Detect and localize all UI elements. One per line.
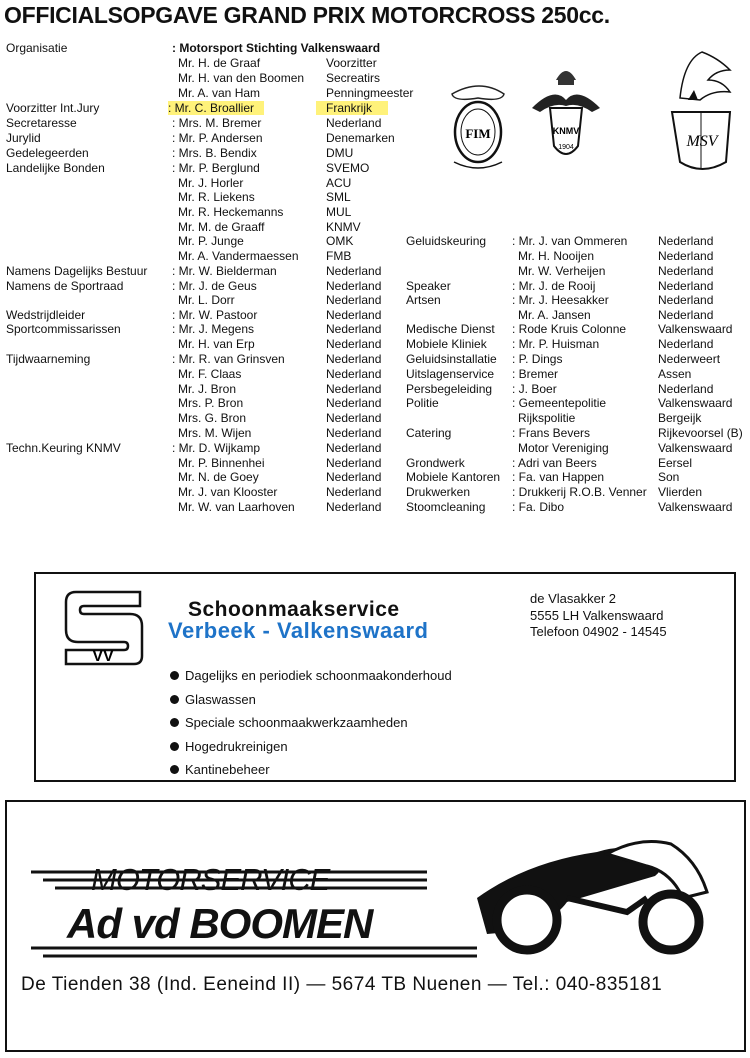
official-name: : Fa. van Happen bbox=[512, 470, 605, 484]
highlight: : Mr. C. Broallier bbox=[168, 101, 264, 115]
role-label: Organisatie bbox=[6, 41, 68, 55]
bullet-icon bbox=[170, 695, 179, 704]
official-detail: Nederland bbox=[326, 308, 382, 322]
official-name: Mr. P. Binnenhei bbox=[178, 456, 265, 470]
official-place: Valkenswaard bbox=[658, 500, 733, 514]
official-name: Mr. H. Nooijen bbox=[518, 249, 595, 263]
official-name: : Bremer bbox=[512, 367, 559, 381]
official-name: : Mrs. M. Bremer bbox=[172, 116, 262, 130]
official-detail: Nederland bbox=[326, 456, 382, 470]
official-name: Mr. F. Claas bbox=[178, 367, 242, 381]
role-label: Artsen bbox=[406, 293, 441, 307]
service-item: Kantinebeheer bbox=[170, 758, 452, 782]
role-label: Catering bbox=[406, 426, 452, 440]
official-name: Mr. J. Bron bbox=[178, 382, 237, 396]
official-detail: Nederland bbox=[326, 382, 382, 396]
official-detail: Nederland bbox=[326, 500, 382, 514]
official-detail: Secreatirs bbox=[326, 71, 381, 85]
official-detail: Nederland bbox=[326, 396, 382, 410]
ad-motor-top: MOTORSERVICE bbox=[91, 862, 330, 897]
official-name: : Frans Bevers bbox=[512, 426, 591, 440]
official-detail: Nederland bbox=[326, 411, 382, 425]
service-item: Hogedrukreinigen bbox=[170, 735, 452, 759]
official-detail: Nederland bbox=[326, 426, 382, 440]
official-place: Nederland bbox=[658, 293, 714, 307]
official-name: : Mr. J. van Ommeren bbox=[512, 234, 628, 248]
official-detail: Nederland bbox=[326, 264, 382, 278]
official-name: : Mr. P. Berglund bbox=[172, 161, 260, 175]
role-label: Mobiele Kliniek bbox=[406, 337, 487, 351]
official-name: Mr. W. Verheijen bbox=[518, 264, 606, 278]
services-list bbox=[170, 664, 452, 782]
role-label: Uitslagenservice bbox=[406, 367, 495, 381]
official-name: : Fa. Dibo bbox=[512, 500, 565, 514]
official-detail: Nederland bbox=[326, 337, 382, 351]
official-place: Nederland bbox=[658, 279, 714, 293]
official-place: Rijkevoorsel (B) bbox=[658, 426, 743, 440]
role-label: Medische Dienst bbox=[406, 322, 495, 336]
official-place: Eersel bbox=[658, 456, 693, 470]
official-name: Mr. H. van Erp bbox=[178, 337, 255, 351]
role-label: Geluidskeuring bbox=[406, 234, 487, 248]
bullet-icon bbox=[170, 671, 179, 680]
official-place: Nederland bbox=[658, 337, 714, 351]
role-label: Persbegeleiding bbox=[406, 382, 493, 396]
logo-graphics bbox=[440, 50, 740, 190]
address-line: Telefoon 04902 - 14545 bbox=[530, 624, 667, 639]
organisation-logos bbox=[440, 50, 740, 190]
service-item: Dagelijks en periodiek schoonmaakonderhoud bbox=[170, 664, 452, 688]
official-detail: FMB bbox=[326, 249, 352, 263]
service-item: Speciale schoonmaakwerkzaamheden bbox=[170, 711, 452, 735]
official-name: : Mr. J. de Rooij bbox=[512, 279, 596, 293]
msv-text: MSV bbox=[686, 133, 718, 150]
official-name: : Motorsport Stichting Valkenswaard bbox=[172, 41, 381, 55]
role-label: Stoomcleaning bbox=[406, 500, 486, 514]
official-name: : Drukkerij R.O.B. Venner bbox=[512, 485, 647, 499]
official-place: Nederland bbox=[658, 308, 714, 322]
official-place: Assen bbox=[658, 367, 692, 381]
role-label: Wedstrijdleider bbox=[6, 308, 86, 322]
official-detail: ACU bbox=[326, 176, 352, 190]
official-name: Mr. H. van den Boomen bbox=[178, 71, 305, 85]
official-name: Mrs. M. Wijen bbox=[178, 426, 252, 440]
official-place: Nederland bbox=[658, 234, 714, 248]
official-name: : Mr. J. Megens bbox=[172, 322, 255, 336]
official-place: Nederweert bbox=[658, 352, 721, 366]
vv-logo-icon bbox=[58, 586, 148, 668]
official-name: : Gemeentepolitie bbox=[512, 396, 607, 410]
role-label: Geluidsinstallatie bbox=[406, 352, 497, 366]
knmv-logo bbox=[532, 71, 600, 154]
official-name: Mr. M. de Graaff bbox=[178, 220, 265, 234]
official-detail: Nederland bbox=[326, 352, 382, 366]
official-name: Mrs. G. Bron bbox=[178, 411, 247, 425]
knmv-year: 1904 bbox=[558, 144, 574, 151]
official-name: Mr. A. van Ham bbox=[178, 86, 261, 100]
official-detail: MUL bbox=[326, 205, 352, 219]
role-label: Grondwerk bbox=[406, 456, 465, 470]
official-detail: KNMV bbox=[326, 220, 361, 234]
role-label: Speaker bbox=[406, 279, 451, 293]
role-label: Voorzitter Int.Jury bbox=[6, 101, 100, 115]
ad-motor-name: Ad vd BOOMEN bbox=[67, 900, 373, 947]
official-detail: SML bbox=[326, 190, 351, 204]
official-detail: DMU bbox=[326, 146, 354, 160]
bullet-icon bbox=[170, 742, 179, 751]
address-line: 5555 LH Valkenswaard bbox=[530, 607, 664, 623]
vv-logo-text: VV bbox=[92, 648, 114, 665]
role-label: Secretaresse bbox=[6, 116, 77, 130]
role-label: Tijdwaarneming bbox=[6, 352, 91, 366]
bullet-icon bbox=[170, 718, 179, 727]
official-place: Nederland bbox=[658, 249, 714, 263]
official-detail: SVEMO bbox=[326, 161, 370, 175]
official-name: : Mr. W. Pastoor bbox=[172, 308, 258, 322]
official-place: Valkenswaard bbox=[658, 322, 733, 336]
official-detail bbox=[316, 101, 388, 115]
official-name: Motor Vereniging bbox=[518, 441, 609, 455]
official-name: Mr. R. Liekens bbox=[178, 190, 255, 204]
official-place: Son bbox=[658, 470, 680, 484]
official-name: Mr. J. Horler bbox=[178, 176, 244, 190]
bullet-icon bbox=[170, 765, 179, 774]
msv-logo bbox=[672, 52, 730, 169]
role-label: Jurylid bbox=[6, 131, 41, 145]
official-place: Nederland bbox=[658, 382, 714, 396]
official-detail: Nederland bbox=[326, 485, 382, 499]
motorservice-advertisement bbox=[5, 800, 746, 1052]
fim-logo bbox=[452, 86, 504, 168]
official-detail: Nederland bbox=[326, 470, 382, 484]
official-name: : P. Dings bbox=[512, 352, 563, 366]
official-detail: Nederland bbox=[326, 441, 382, 455]
role-label: Landelijke Bonden bbox=[6, 161, 105, 175]
official-detail: Nederland bbox=[326, 293, 382, 307]
official-name: Mr. R. Heckemanns bbox=[178, 205, 284, 219]
official-name: : Rode Kruis Colonne bbox=[512, 322, 627, 336]
official-name: : Mr. P. Huisman bbox=[512, 337, 600, 351]
official-name: : Mrs. B. Bendix bbox=[172, 146, 257, 160]
official-name: Mr. A. Vandermaessen bbox=[178, 249, 299, 263]
role-label: Drukwerken bbox=[406, 485, 471, 499]
role-label: Mobiele Kantoren bbox=[406, 470, 501, 484]
official-name: Mr. W. van Laarhoven bbox=[178, 500, 295, 514]
official-name: Mr. J. van Klooster bbox=[178, 485, 278, 499]
role-label: Politie bbox=[406, 396, 439, 410]
official-name: : Mr. W. Bielderman bbox=[172, 264, 277, 278]
official-name: Mrs. P. Bron bbox=[178, 396, 244, 410]
role-label: Namens Dagelijks Bestuur bbox=[6, 264, 148, 278]
official-name: Mr. A. Jansen bbox=[518, 308, 591, 322]
official-name: Mr. L. Dorr bbox=[178, 293, 235, 307]
ad-address bbox=[530, 591, 667, 641]
role-label: Techn.Keuring KNMV bbox=[6, 441, 121, 455]
official-place: Nederland bbox=[658, 264, 714, 278]
official-name: : Mr. R. van Grinsven bbox=[172, 352, 285, 366]
official-place: Valkenswaard bbox=[658, 441, 733, 455]
official-detail: Nederland bbox=[326, 116, 382, 130]
official-place: Valkenswaard bbox=[658, 396, 733, 410]
official-name: Rijkspolitie bbox=[518, 411, 576, 425]
ad-motor-address: De Tienden 38 (Ind. Eeneind II) — 5674 TB Nuenen — Tel.: 040-835181 bbox=[21, 974, 663, 995]
official-name: : Mr. D. Wijkamp bbox=[172, 441, 261, 455]
role-label: Sportcommissarissen bbox=[6, 322, 121, 336]
official-detail: Penningmeester bbox=[326, 86, 414, 100]
official-name: : Mr. J. Heesakker bbox=[512, 293, 609, 307]
official-name: : Mr. P. Andersen bbox=[172, 131, 263, 145]
highlight: Frankrijk bbox=[316, 101, 388, 115]
official-detail: Denemarken bbox=[326, 131, 395, 145]
official-detail: Nederland bbox=[326, 279, 382, 293]
role-label: Gedelegeerden bbox=[6, 146, 89, 160]
address-line: de Vlasakker 2 bbox=[530, 591, 616, 606]
official-name: : J. Boer bbox=[512, 382, 557, 396]
official-name: Mr. N. de Goey bbox=[178, 470, 259, 484]
official-detail: Nederland bbox=[326, 322, 382, 336]
role-label: Namens de Sportraad bbox=[6, 279, 124, 293]
official-detail: OMK bbox=[326, 234, 354, 248]
official-name: Mr. H. de Graaf bbox=[178, 56, 261, 70]
official-name: Mr. P. Junge bbox=[178, 234, 244, 248]
cleaning-advertisement bbox=[34, 572, 736, 782]
ad-title: Schoonmaakservice bbox=[188, 598, 400, 621]
official-detail: Nederland bbox=[326, 367, 382, 381]
official-name: : Mr. J. de Geus bbox=[172, 279, 257, 293]
official-place: Bergeijk bbox=[658, 411, 702, 425]
ad-subtitle: Verbeek - Valkenswaard bbox=[168, 618, 429, 643]
official-name: : Adri van Beers bbox=[512, 456, 597, 470]
official-place: Vlierden bbox=[658, 485, 703, 499]
official-detail: Voorzitter bbox=[326, 56, 377, 70]
page-title: OFFICIALSOPGAVE GRAND PRIX MOTORCROSS 250cc. bbox=[4, 2, 610, 28]
service-item: Glaswassen bbox=[170, 688, 452, 712]
official-name bbox=[168, 101, 264, 115]
fim-text: FIM bbox=[465, 126, 491, 141]
knmv-text: KNMV bbox=[552, 126, 580, 136]
